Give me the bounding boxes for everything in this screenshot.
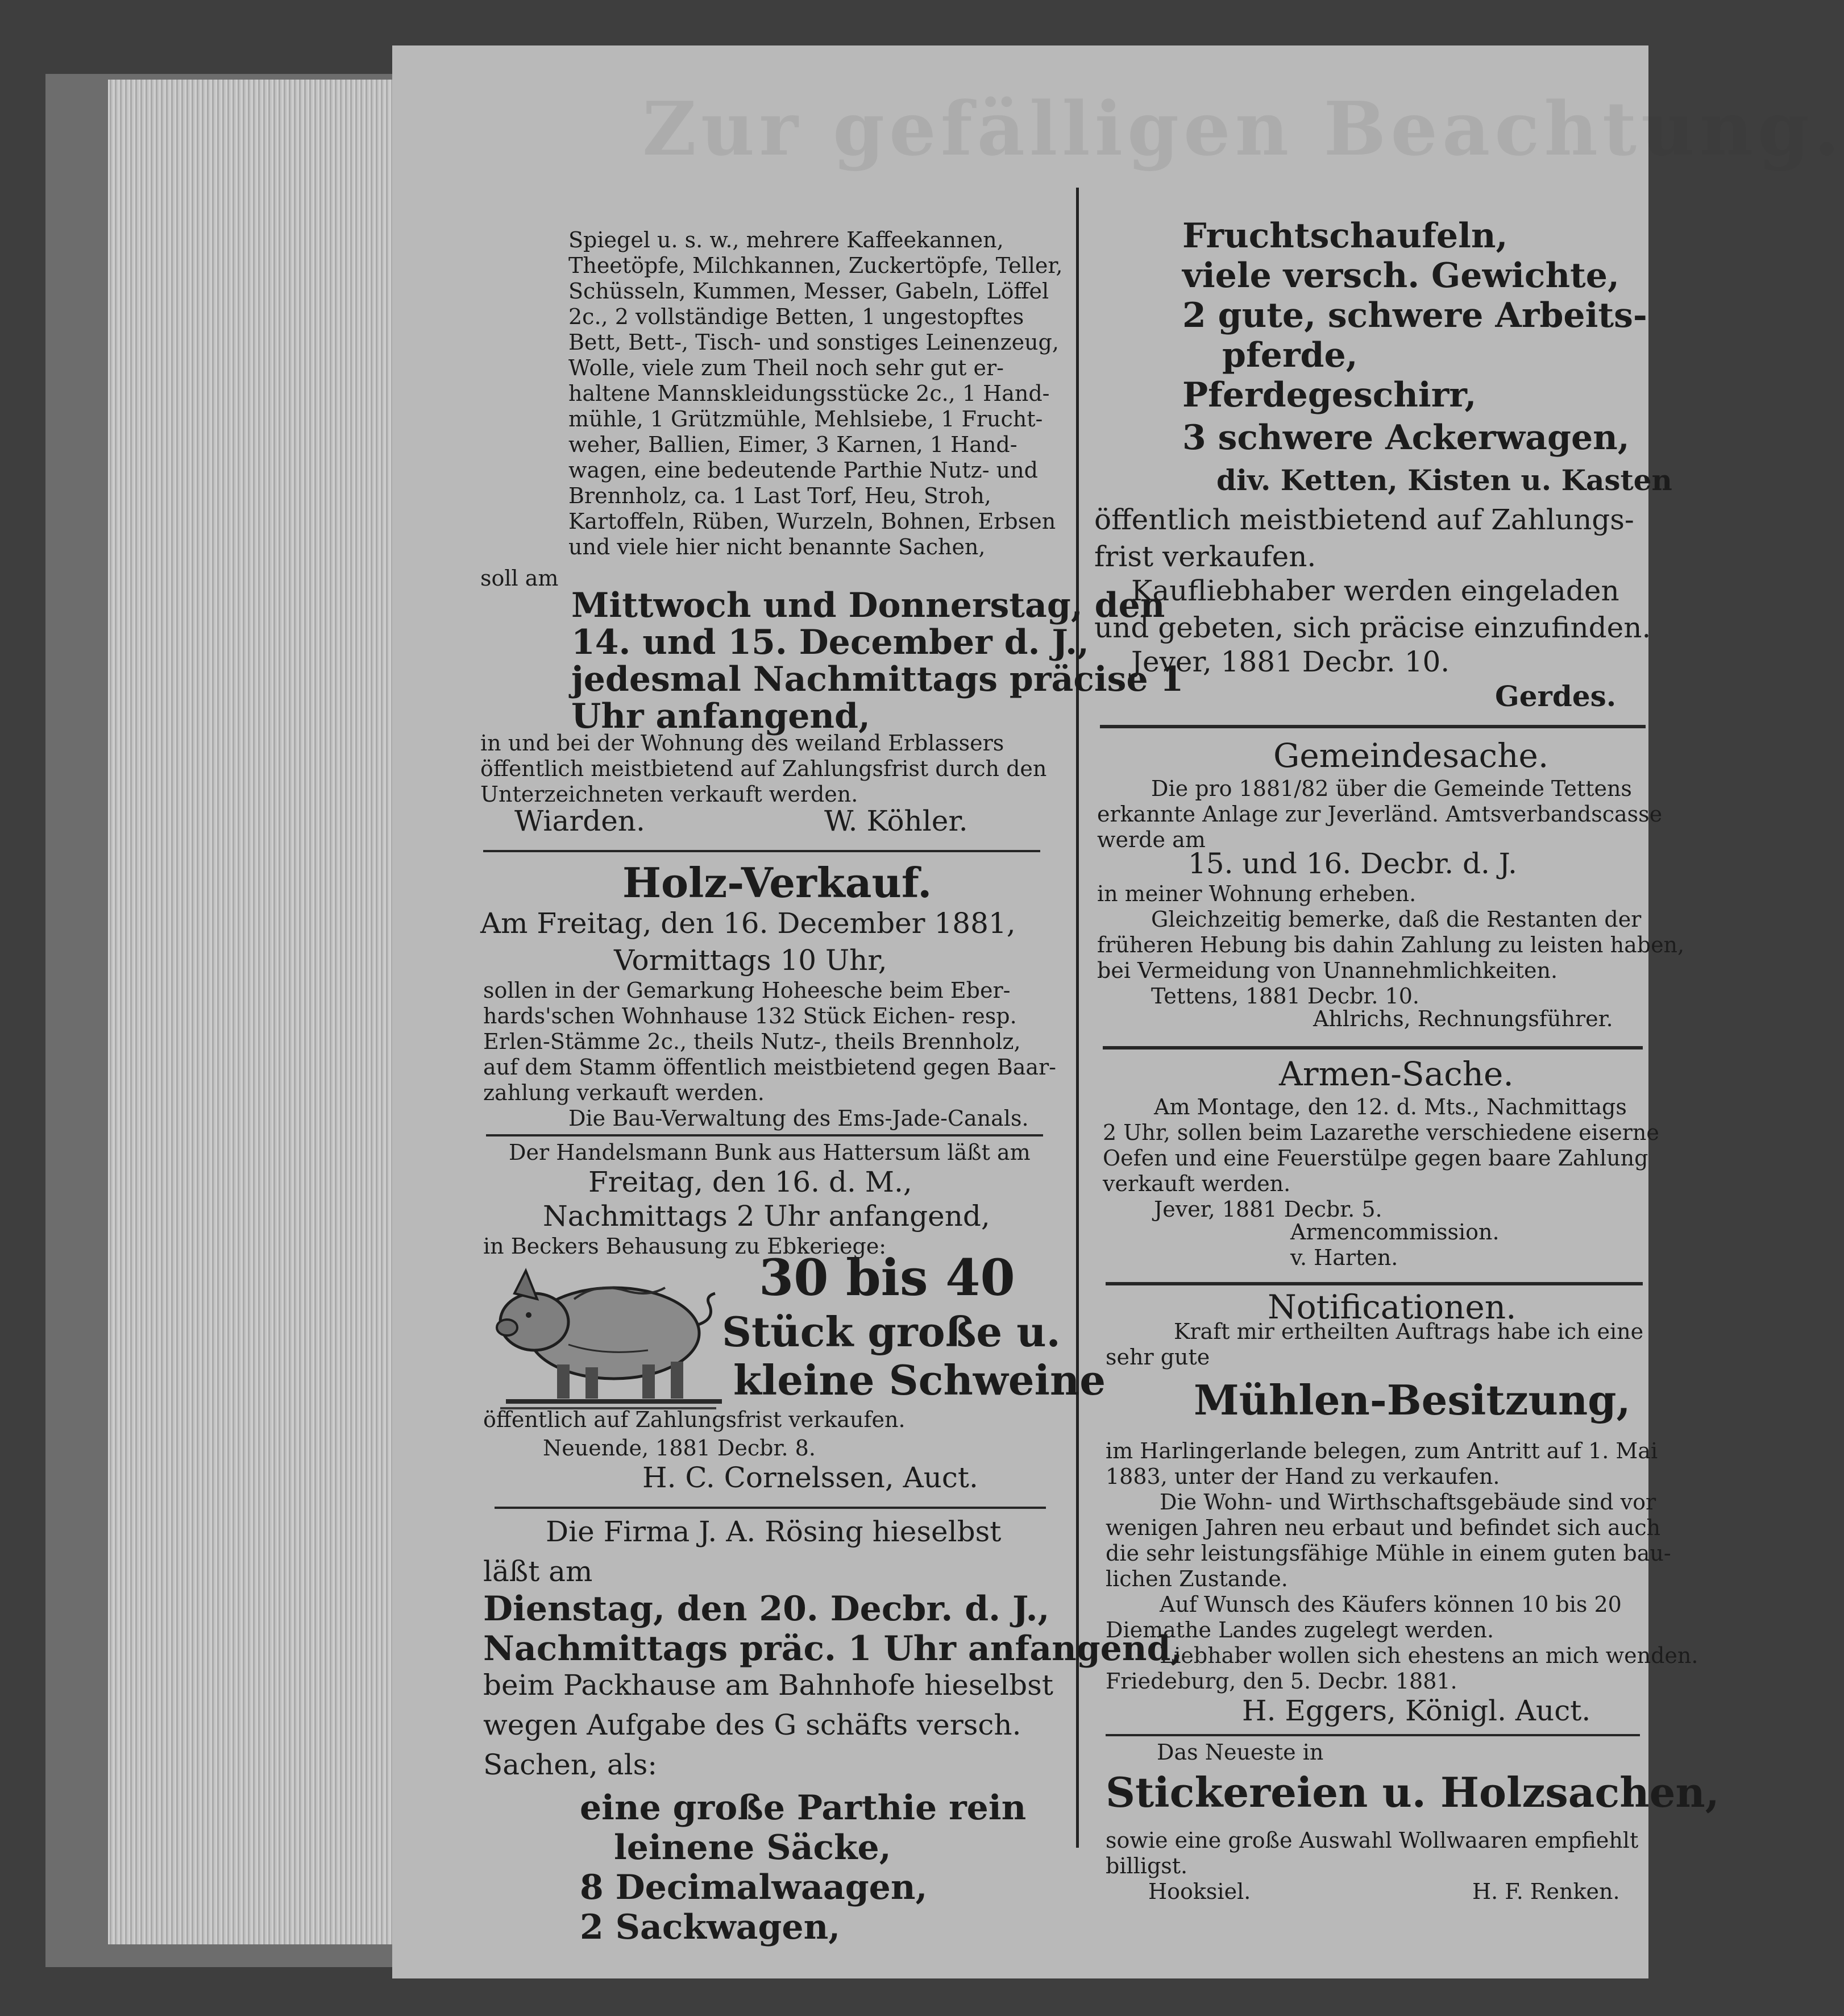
notifications-title: Notificationen. <box>1268 1288 1517 1326</box>
gemeinde-body-line: früheren Hebung bis dahin Zahlung zu leisten haben, <box>1097 932 1685 957</box>
holz-time: Vormittags 10 Uhr, <box>614 944 887 977</box>
estate-line: Schüsseln, Kummen, Messer, Gabeln, Löffel <box>568 279 1049 304</box>
holz-body-line: auf dem Stamm öffentlich meistbietend gegen Baar- <box>483 1055 1057 1080</box>
notifications-body-line: lichen Zustande. <box>1106 1566 1288 1591</box>
top-item: div. Ketten, Kisten u. Kasten <box>1216 463 1672 497</box>
notifications-intro: Kraft mir ertheilten Auftrags habe ich eine <box>1174 1319 1644 1344</box>
top-item: 2 gute, schwere Arbeits- <box>1182 296 1647 335</box>
bleed-through-text: Zur gefälligen Beachtung. <box>642 85 1844 172</box>
section-rule <box>1103 1046 1643 1050</box>
roesing-body-line: Sachen, als: <box>483 1748 658 1781</box>
notifications-dateline: Friedeburg, den 5. Decbr. 1881. <box>1106 1669 1457 1694</box>
top-item: pferde, <box>1222 335 1358 375</box>
roesing-item: 8 Decimalwaagen, <box>580 1868 928 1907</box>
estate-line: Brennholz, ca. 1 Last Torf, Heu, Stroh, <box>568 483 991 508</box>
roesing-line: Die Firma J. A. Rösing hieselbst <box>546 1515 1002 1548</box>
schweine-signature: H. C. Cornelssen, Auct. <box>642 1461 978 1494</box>
schweine-big-line: kleine Schweine <box>733 1356 1106 1404</box>
notifications-body-line: Liebhaber wollen sich ehestens an mich wenden. <box>1160 1643 1698 1668</box>
notifications-body-line: wenigen Jahren neu erbaut und befindet sich auch <box>1106 1515 1661 1540</box>
gemeinde-body-line: in meiner Wohnung erheben. <box>1097 881 1417 906</box>
roesing-item: 2 Sackwagen, <box>580 1907 841 1947</box>
gemeinde-body-line: Gleichzeitig bemerke, daß die Restanten der <box>1151 907 1642 932</box>
notifications-body-line: im Harlingerlande belegen, zum Antritt auf 1. Mai <box>1106 1438 1658 1463</box>
schweine-big-line: Stück große u. <box>722 1308 1061 1356</box>
roesing-date: Dienstag, den 20. Decbr. d. J., <box>483 1589 1050 1629</box>
schweine-terms: öffentlich auf Zahlungsfrist verkaufen. <box>483 1407 906 1432</box>
stickereien-intro: Das Neueste in <box>1157 1740 1324 1765</box>
gemeinde-date: 15. und 16. Decbr. d. J. <box>1188 847 1517 880</box>
holz-body-line: zahlung verkauft werden. <box>483 1080 765 1105</box>
estate-line: und viele hier nicht benannte Sachen, <box>568 534 986 559</box>
estate-line: Theetöpfe, Milchkannen, Zuckertöpfe, Teller, <box>568 253 1063 278</box>
schweine-time: Nachmittags 2 Uhr anfangend, <box>543 1200 990 1233</box>
gemeinde-body-line: bei Vermeidung von Unannehmlichkeiten. <box>1097 958 1558 983</box>
stickereien-big: Stickereien u. Holzsachen, <box>1106 1768 1720 1816</box>
armen-body-line: 2 Uhr, sollen beim Lazarethe verschiedene eiserne <box>1103 1120 1659 1145</box>
top-item: Fruchtschaufeln, <box>1182 216 1508 256</box>
roesing-time: Nachmittags präc. 1 Uhr anfangend, <box>483 1629 1183 1669</box>
notifications-big: Mühlen-Besitzung, <box>1194 1376 1631 1424</box>
pig-illustration <box>495 1248 728 1413</box>
section-rule <box>1106 1734 1640 1736</box>
top-terms-line: frist verkaufen. <box>1094 540 1316 573</box>
roesing-body-line: beim Packhause am Bahnhofe hieselbst <box>483 1669 1053 1702</box>
page-edges <box>108 80 426 1944</box>
notifications-body-line: 1883, unter der Hand zu verkaufen. <box>1106 1464 1500 1489</box>
top-item: Pferdegeschirr, <box>1182 375 1477 415</box>
roesing-item: leinene Säcke, <box>614 1828 891 1868</box>
estate-line: Kartoffeln, Rüben, Wurzeln, Bohnen, Erbsen <box>568 509 1056 534</box>
section-rule <box>1106 1282 1643 1285</box>
gemeinde-title: Gemeindesache. <box>1273 736 1549 775</box>
gemeinde-body-line: werde am <box>1097 827 1206 852</box>
gemeinde-body-line: Die pro 1881/82 über die Gemeinde Tettens <box>1151 776 1632 801</box>
armen-title: Armen-Sache. <box>1279 1055 1514 1093</box>
estate-line: weher, Ballien, Eimer, 3 Karnen, 1 Hand- <box>568 432 1017 457</box>
holz-date: Am Freitag, den 16. December 1881, <box>480 907 1016 940</box>
armen-signature: Armencommission. <box>1290 1219 1500 1245</box>
section-rule <box>495 1507 1046 1509</box>
stickereien-place: Hooksiel. <box>1148 1879 1251 1904</box>
schweine-date: Freitag, den 16. d. M., <box>588 1165 912 1198</box>
top-terms-line: und gebeten, sich präcise einzufinden. <box>1094 611 1651 644</box>
auction-date-line: 14. und 15. December d. J., <box>571 623 1089 662</box>
auction-place-line: öffentlich meistbietend auf Zahlungsfrist durch den <box>480 756 1047 781</box>
notifications-signature: H. Eggers, Königl. Auct. <box>1242 1694 1591 1727</box>
notifications-intro: sehr gute <box>1106 1345 1210 1370</box>
signature-place: Wiarden. <box>514 804 645 837</box>
top-item: 3 schwere Ackerwagen, <box>1182 418 1630 458</box>
holz-title: Holz-Verkauf. <box>622 858 932 907</box>
section-rule <box>483 850 1040 852</box>
column-divider <box>1076 188 1079 1848</box>
top-item: viele versch. Gewichte, <box>1182 256 1619 296</box>
soll-am: soll am <box>480 566 559 591</box>
top-signature: Gerdes. <box>1495 679 1617 713</box>
auction-place-line: Unterzeichneten verkauft werden. <box>480 782 858 807</box>
armen-signature: v. Harten. <box>1290 1245 1398 1270</box>
auction-date-line: jedesmal Nachmittags präcise 1 <box>571 659 1184 699</box>
schweine-big-line: 30 bis 40 <box>759 1248 1015 1307</box>
section-rule <box>486 1134 1043 1136</box>
estate-line: mühle, 1 Grützmühle, Mehlsiebe, 1 Frucht- <box>568 406 1043 432</box>
signature-name: W. Köhler. <box>824 804 968 837</box>
armen-body-line: verkauft werden. <box>1103 1171 1291 1196</box>
estate-line: haltene Mannskleidungsstücke 2c., 1 Hand- <box>568 381 1050 406</box>
holz-body-line: Erlen-Stämme 2c., theils Nutz-, theils Brennholz, <box>483 1029 1021 1054</box>
armen-dateline: Jever, 1881 Decbr. 5. <box>1154 1197 1382 1222</box>
estate-line: Spiegel u. s. w., mehrere Kaffeekannen, <box>568 227 1004 252</box>
estate-line: wagen, eine bedeutende Parthie Nutz- und <box>568 458 1038 483</box>
gemeinde-signature: Ahlrichs, Rechnungsführer. <box>1313 1006 1613 1031</box>
section-rule <box>1100 725 1646 728</box>
estate-line: 2c., 2 vollständige Betten, 1 ungestopftes <box>568 304 1024 329</box>
gemeinde-dateline: Tettens, 1881 Decbr. 10. <box>1151 984 1419 1009</box>
schweine-dateline: Neuende, 1881 Decbr. 8. <box>543 1436 816 1461</box>
stickereien-body-line: billigst. <box>1106 1853 1188 1878</box>
top-dateline: Jever, 1881 Decbr. 10. <box>1131 645 1450 678</box>
schweine-intro: Der Handelsmann Bunk aus Hattersum läßt am <box>509 1140 1031 1165</box>
auction-date-line: Uhr anfangend, <box>571 696 870 736</box>
top-terms-line: Kaufliebhaber werden eingeladen <box>1131 574 1619 607</box>
armen-body-line: Oefen und eine Feuerstülpe gegen baare Zahlung <box>1103 1146 1648 1171</box>
estate-line: Wolle, viele zum Theil noch sehr gut er- <box>568 355 1004 380</box>
stickereien-body-line: sowie eine große Auswahl Wollwaaren empfiehlt <box>1106 1828 1639 1853</box>
roesing-line: läßt am <box>483 1555 593 1588</box>
stickereien-signature: H. F. Renken. <box>1472 1879 1620 1904</box>
armen-body-line: Am Montage, den 12. d. Mts., Nachmittags <box>1154 1094 1627 1119</box>
holz-body-line: hards'schen Wohnhause 132 Stück Eichen- resp. <box>483 1003 1017 1028</box>
holz-signature: Die Bau-Verwaltung des Ems-Jade-Canals. <box>568 1106 1029 1131</box>
notifications-body-line: die sehr leistungsfähige Mühle in einem guten bau- <box>1106 1541 1671 1566</box>
top-terms-line: öffentlich meistbietend auf Zahlungs- <box>1094 503 1634 536</box>
notifications-body-line: Die Wohn- und Wirthschaftsgebäude sind vor <box>1160 1490 1656 1515</box>
notifications-body-line: Diemathe Landes zugelegt werden. <box>1106 1617 1494 1642</box>
holz-body-line: sollen in der Gemarkung Hoheesche beim Eber- <box>483 978 1011 1003</box>
estate-line: Bett, Bett-, Tisch- und sonstiges Leinenzeug, <box>568 330 1059 355</box>
roesing-body-line: wegen Aufgabe des G schäfts versch. <box>483 1708 1021 1741</box>
auction-place-line: in und bei der Wohnung des weiland Erblassers <box>480 731 1004 756</box>
roesing-item: eine große Parthie rein <box>580 1788 1027 1828</box>
auction-date-line: Mittwoch und Donnerstag, den <box>571 586 1165 625</box>
gemeinde-body-line: erkannte Anlage zur Jeverländ. Amtsverbandscasse <box>1097 802 1663 827</box>
schweine-place: in Beckers Behausung zu Ebkeriege: <box>483 1234 887 1259</box>
notifications-body-line: Auf Wunsch des Käufers können 10 bis 20 <box>1160 1592 1622 1617</box>
